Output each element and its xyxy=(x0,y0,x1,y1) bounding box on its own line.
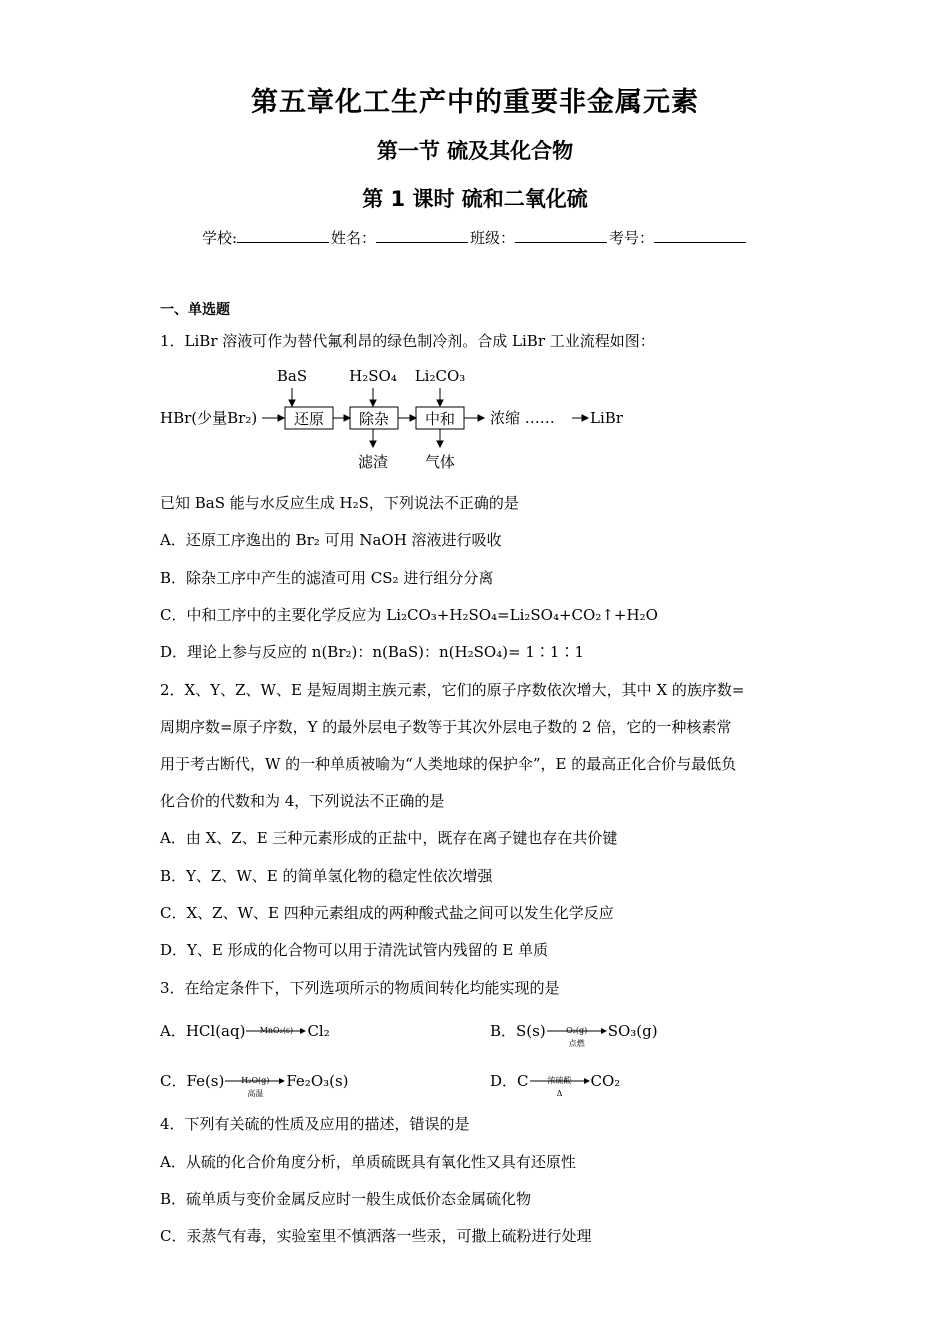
q3-c-condition-below: 高温 xyxy=(247,1089,264,1098)
school-label: 学校: xyxy=(201,229,237,247)
q3-option-b xyxy=(490,1021,658,1048)
q2-stem-line-4: 化合价的代数和为 4，下列说法不正确的是 xyxy=(160,792,445,810)
q2-stem-line-2: 周期序数=原子序数，Y 的最外层电子数等于其次外层电子数的 2 倍，它的一种核素常 xyxy=(160,718,732,736)
q3-d-condition-below: Δ xyxy=(556,1089,563,1098)
chapter-title: 第五章化工生产中的重要非金属元素 xyxy=(251,87,699,118)
step-purify: 除杂 xyxy=(358,410,390,428)
lesson-title: 第 1 课时 硫和二氧化硫 xyxy=(362,187,588,211)
exam-no-label: 考号： xyxy=(609,229,655,247)
exam-no-blank xyxy=(654,229,746,243)
q2-stem-line-1: 2．X、Y、Z、W、E 是短周期主族元素，它们的原子序数依次增大，其中 X 的族序数= xyxy=(160,681,745,699)
q3-b-condition-above: O₂(g) xyxy=(566,1026,588,1035)
q2-option-b: B．Y、Z、W、E 的简单氢化物的稳定性依次增强 xyxy=(160,867,493,885)
q3-d-product: CO₂ xyxy=(590,1072,621,1090)
q1-option-b: B．除杂工序中产生的滤渣可用 CS₂ 进行组分分离 xyxy=(160,569,494,587)
reaction-arrow-d xyxy=(529,1072,591,1098)
part-heading: 一、单选题 xyxy=(160,302,230,318)
output-residue: 滤渣 xyxy=(357,453,389,471)
name-label: 姓名： xyxy=(331,229,377,247)
q3-a-condition: MnO₂(s) xyxy=(259,1026,294,1035)
q3-a-product: Cl₂ xyxy=(307,1022,330,1040)
q3-option-a xyxy=(160,1021,330,1042)
student-info-line xyxy=(0,227,950,248)
q3-option-c xyxy=(160,1071,349,1098)
reagent-bas: BaS xyxy=(276,367,308,385)
reaction-arrow-c xyxy=(224,1072,286,1098)
name-blank xyxy=(376,229,468,243)
reaction-arrow-b xyxy=(546,1022,608,1048)
arrowhead-down-3 xyxy=(437,400,443,406)
q3-stem: 3．在给定条件下，下列选项所示的物质间转化均能实现的是 xyxy=(160,979,560,997)
step-reduce: 还原 xyxy=(293,410,325,428)
q1-stem: 1．LiBr 溶液可作为替代氟利昂的绿色制冷剂。合成 LiBr 工业流程如图： xyxy=(160,332,655,350)
q1-option-a: A．还原工序逸出的 Br₂ 可用 NaOH 溶液进行吸收 xyxy=(160,531,502,549)
step-neutralize: 中和 xyxy=(424,410,456,428)
q3-d-reactant: D．C xyxy=(490,1072,529,1090)
q4-option-a: A．从硫的化合价角度分析，单质硫既具有氧化性又具有还原性 xyxy=(160,1153,576,1171)
reaction-arrow-a xyxy=(245,1022,307,1042)
q2-option-a: A．由 X、Z、E 三种元素形成的正盐中，既存在离子键也存在共价键 xyxy=(160,829,618,847)
q4-option-b: B．硫单质与变价金属反应时一般生成低价态金属硫化物 xyxy=(160,1190,532,1208)
school-blank xyxy=(237,229,329,243)
q1-option-d: D．理论上参与反应的 n(Br₂)：n(BaS)：n(H₂SO₄)= 1∶1∶1 xyxy=(160,643,584,661)
q2-option-d: D．Y、E 形成的化合物可以用于清洗试管内残留的 E 单质 xyxy=(160,941,549,959)
flow-product: LiBr xyxy=(590,409,623,427)
reagent-h2so4: H₂SO₄ xyxy=(349,367,397,385)
output-gas: 气体 xyxy=(424,453,456,471)
class-label: 班级： xyxy=(470,229,516,247)
flow-input: HBr(少量Br₂) xyxy=(160,409,258,427)
q4-option-c: C．汞蒸气有毒，实验室里不慎洒落一些汞，可撒上硫粉进行处理 xyxy=(160,1227,592,1245)
q3-d-condition-above: 浓硫酸 xyxy=(547,1076,572,1085)
q3-c-product: Fe₂O₃(s) xyxy=(286,1072,349,1090)
arrow-icon xyxy=(245,1027,307,1035)
q1-flow-diagram xyxy=(160,364,640,476)
q3-a-reactant: A．HCl(aq) xyxy=(160,1022,246,1040)
section-title: 第一节 硫及其化合物 xyxy=(376,139,574,163)
q3-c-condition-above: H₂O(g) xyxy=(241,1076,270,1085)
q4-stem: 4．下列有关硫的性质及应用的描述，错误的是 xyxy=(160,1115,470,1133)
q1-known: 已知 BaS 能与水反应生成 H₂S，下列说法不正确的是 xyxy=(160,494,519,512)
q3-b-condition-below: 点燃 xyxy=(568,1039,585,1048)
q3-option-d xyxy=(490,1071,621,1098)
arrowhead-input xyxy=(278,415,284,421)
arrowhead-down-1 xyxy=(289,400,295,406)
q3-b-reactant: B．S(s) xyxy=(490,1022,546,1040)
flow-tail: 浓缩 …… xyxy=(490,409,555,427)
q3-b-product: SO₃(g) xyxy=(607,1022,658,1040)
arrowhead-down-2 xyxy=(370,400,376,406)
q1-option-c: C．中和工序中的主要化学反应为 Li₂CO₃+H₂SO₄=Li₂SO₄+CO₂↑+H₂O xyxy=(160,606,658,624)
class-blank xyxy=(515,229,607,243)
q2-option-c: C．X、Z、W、E 四种元素组成的两种酸式盐之间可以发生化学反应 xyxy=(160,904,614,922)
q3-c-reactant: C．Fe(s) xyxy=(160,1072,225,1090)
reagent-li2co3: Li₂CO₃ xyxy=(414,367,466,385)
q2-stem-line-3: 用于考古断代，W 的一种单质被喻为“人类地球的保护伞”，E 的最高正化合价与最低负 xyxy=(160,755,737,773)
